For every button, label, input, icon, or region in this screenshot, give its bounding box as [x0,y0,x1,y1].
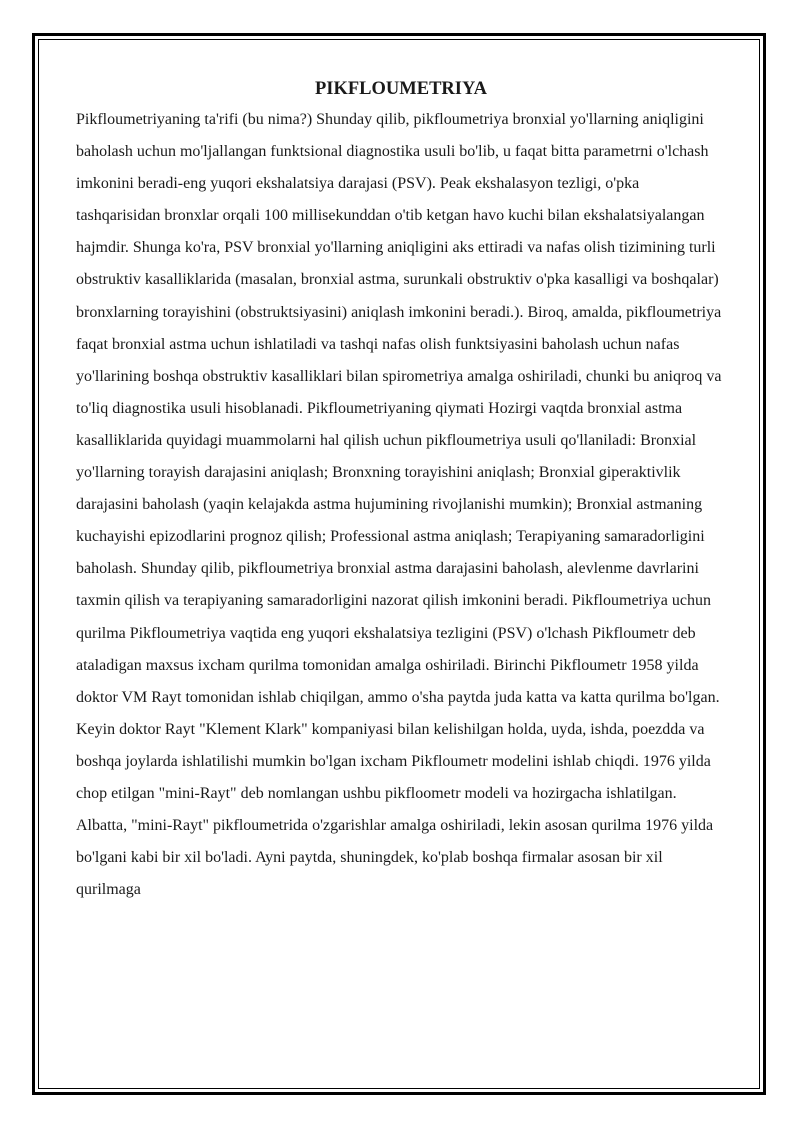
document-title: PIKFLOUMETRIYA [314,79,487,99]
document-body-paragraph: Pikfloumetriyaning ta'rifi (bu nima?) Shunday qilib, pikfloumetriya bronxial yo'llarning aniqligini baholash uchun mo'ljallangan funktsional diagnostika usuli bo'lib, u faqat bitta parametrni o'lchash imkonini beradi-eng yuqori ekshalatsiya darajasi (PSV). Peak ekshalasyon tezligi, o'pka tashqarisidan bronxlar orqali 100 millisekunddan o'tib ketgan havo kuchi bilan ekshalatsiyalangan hajmdir. Shunga ko'ra, PSV bronxial yo'llarning aniqligini aks ettiradi va nafas olish tizimining turli obstruktiv kasalliklarida (masalan, bronxial astma, surunkali obstruktiv o'pka kasalligi va boshqalar) bronxlarning torayishini (obstruktsiyasini) aniqlash imkonini beradi.). Biroq, amalda, pikfloumetriya faqat bronxial astma uchun ishlatiladi va tashqi nafas olish funktsiyasini baholash uchun nafas yo'llarining boshqa obstruktiv kasalliklari bilan spirometriya amalga oshiriladi, chunki bu aniqroq va to'liq diagnostika usuli hisoblanadi. Pikfloumetriyaning qiymati Hozirgi vaqtda bronxial astma kasalliklarida quyidagi muammolarni hal qilish uchun pikfloumetriya usuli qo'llaniladi: Bronxial yo'llarning torayish darajasini aniqlash; Bronxning torayishini aniqlash; Bronxial giperaktivlik darajasini baholash (yaqin kelajakda astma hujumining rivojlanishi mumkin); Bronxial astmaning kuchayishi epizodlarini prognoz qilish; Professional astma aniqlash; Terapiyaning samaradorligini baholash. Shunday qilib, pikfloumetriya bronxial astma darajasini baholash, alevlenme davrlarini taxmin qilish va terapiyaning samaradorligini nazorat qilish imkonini beradi. Pikfloumetriya uchun qurilma Pikfloumetriya vaqtida eng yuqori ekshalatsiya tezligini (PSV) o'lchash Pikfloumetr deb ataladigan maxsus ixcham qurilma tomonidan amalga oshiriladi. Birinchi Pikfloumetr 1958 yilda doktor VM Rayt tomonidan ishlab chiqilgan, ammo o'sha paytda juda katta va katta qurilma bo'lgan. Keyin doktor Rayt "Klement Klark" kompaniyasi bilan kelishilgan holda, uyda, ishda, poezdda va boshqa joylarda ishlatilishi mumkin bo'lgan ixcham Pikfloumetr modelini ishlab chiqdi. 1976 yilda chop etilgan "mini-Rayt" deb nomlangan ushbu pikfloometr modeli va hozirgacha ishlatilgan. Albatta, "mini-Rayt" pikfloumetrida o'zgarishlar amalga oshiriladi, lekin asosan qurilma 1976 yilda bo'lgani kabi bir xil bo'ladi. Ayni paytda, shuningdek, ko'plab boshqa firmalar asosan bir xil qurilmaga [76,111,722,899]
document-content [76,74,726,906]
